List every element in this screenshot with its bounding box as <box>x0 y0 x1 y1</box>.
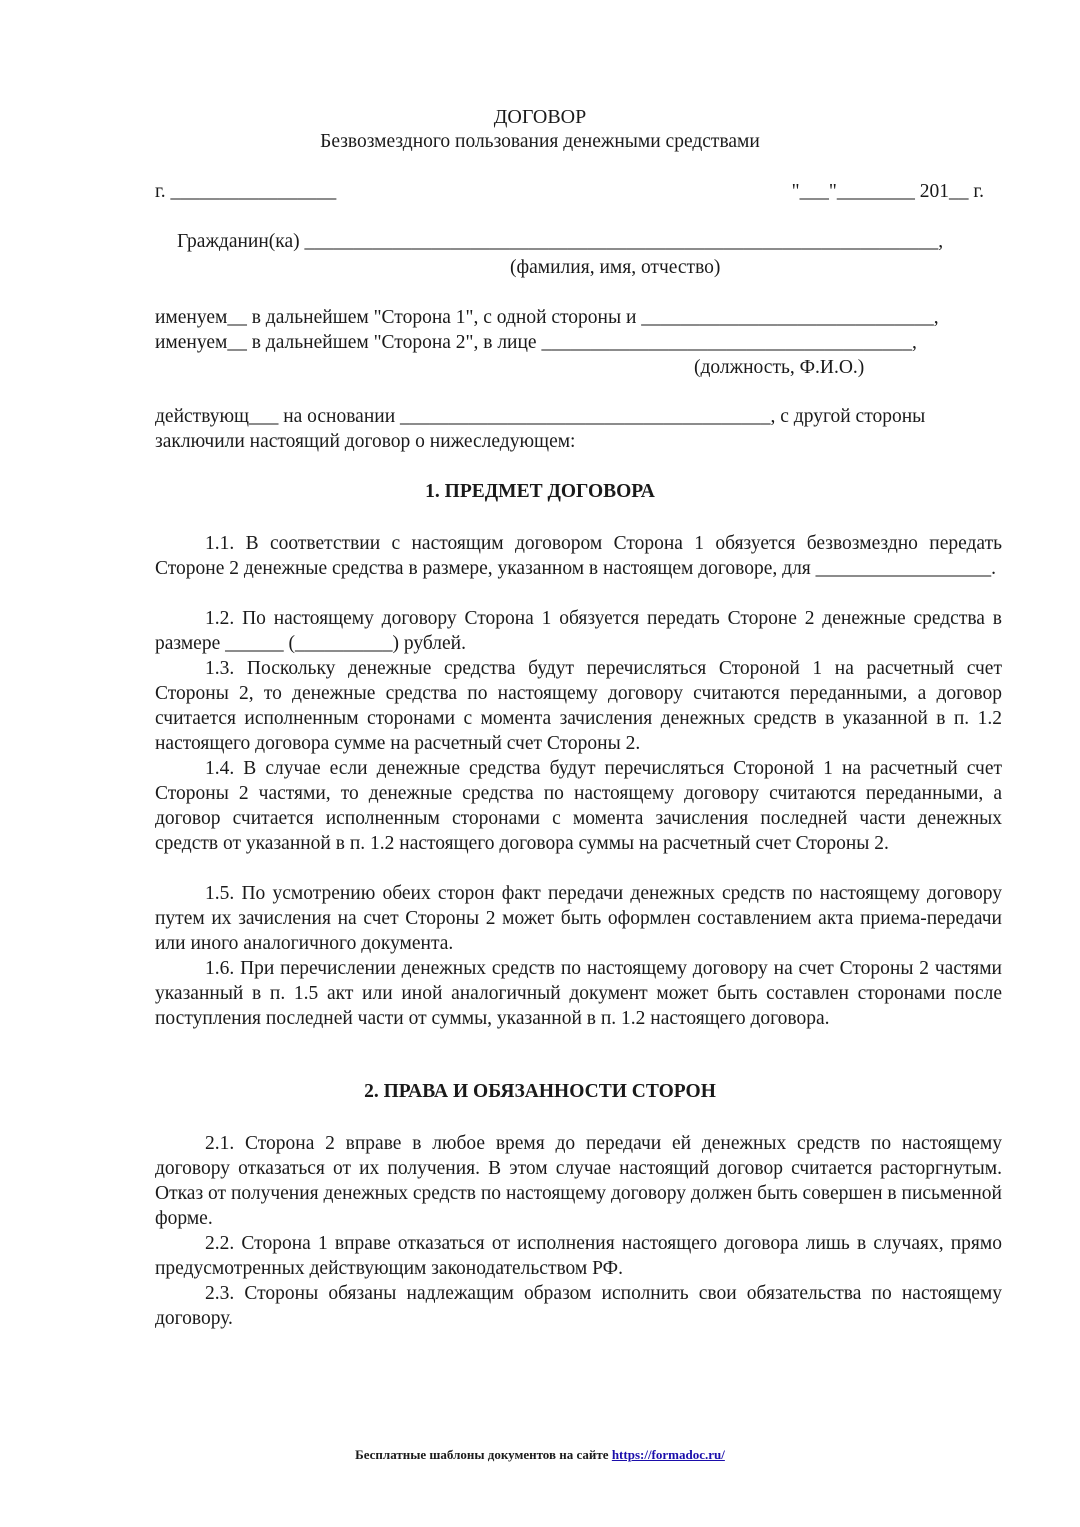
party2-caption: (должность, Ф.И.О.) <box>694 357 865 378</box>
place-line: г. _________________ <box>155 181 337 202</box>
section2-paragraph-3: 2.3. Стороны обязаны надлежащим образом исполнить свои обязательства по настоящему договору. <box>155 1283 1002 1329</box>
date-line: "___"________ 201__ г. <box>791 181 984 202</box>
section1-paragraph-3: 1.3. Поскольку денежные средства будут перечисляться Стороной 1 на расчетный счет Стороны 2, то денежные средства по настоящему договору считаются переданными, а договор считается исполненным сторонами с момента зачисления денежных средств в указанной в п. 1.2 настоящего договора сумме на расчетный счет Стороны 2. <box>155 658 1002 754</box>
footer-text: Бесплатные шаблоны документов на сайте <box>355 1447 612 1462</box>
citizen-caption: (фамилия, имя, отчество) <box>510 257 721 278</box>
document-title: ДОГОВОР <box>493 106 587 128</box>
section1-paragraph-2: 1.2. По настоящему договору Сторона 1 обязуется передать Стороне 2 денежные средства в размере ______ (__________) рублей. <box>155 608 1002 654</box>
section1-heading: 1. ПРЕДМЕТ ДОГОВОРА <box>425 481 655 502</box>
section2-paragraph-2: 2.2. Сторона 1 вправе отказаться от исполнения настоящего договора лишь в случаях, прямо предусмотренных действующим законодательством РФ. <box>155 1233 1002 1279</box>
party1-line: именуем__ в дальнейшем "Сторона 1", с одной стороны и ______________________________, <box>155 307 939 328</box>
citizen-line: Гражданин(ка) _________________________________________________________________, <box>177 231 944 252</box>
section2-paragraph-1: 2.1. Сторона 2 вправе в любое время до передачи ей денежных средств по настоящему договору отказаться от их получения. В этом случае настоящий договор считается расторгнутым. Отказ от получения денежных средств по настоящему договору должен быть совершен в письменной форме. <box>155 1133 1002 1229</box>
concluded-line: заключили настоящий договор о нижеследующем: <box>155 431 576 452</box>
section1-paragraph-5: 1.5. По усмотрению обеих сторон факт передачи денежных средств по настоящему договору путем их зачисления на счет Стороны 2 может быть оформлен составлением акта приема-передачи или иного аналогичного документа. <box>155 883 1002 954</box>
party2-line: именуем__ в дальнейшем "Сторона 2", в лице ______________________________________, <box>155 332 917 353</box>
footer-link[interactable]: https://formadoc.ru/ <box>611 1447 725 1462</box>
section1-paragraph-1: 1.1. В соответствии с настоящим договором Сторона 1 обязуется безвозмездно передать Стороне 2 денежные средства в размере, указанном в настоящем договоре, для __________________. <box>155 533 1002 579</box>
section1-paragraph-4: 1.4. В случае если денежные средства будут перечисляться Стороной 1 на расчетный счет Стороны 2 частями, то денежные средства по настоящему договору считаются переданными, а договор считается исполненным сторонами с момента зачисления последней части денежных средств от указанной в п. 1.2 настоящего договора суммы на расчетный счет Стороны 2. <box>155 758 1002 854</box>
section1-paragraph-6: 1.6. При перечислении денежных средств по настоящему договору на счет Стороны 2 частями указанный в п. 1.5 акт или иной аналогичный документ может быть составлен сторонами после поступления последней части от суммы, указанной в п. 1.2 настоящего договора. <box>155 958 1002 1029</box>
document-subtitle: Безвозмездного пользования денежными средствами <box>320 131 760 152</box>
section2-heading: 2. ПРАВА И ОБЯЗАННОСТИ СТОРОН <box>364 1081 716 1102</box>
basis-line: действующ___ на основании ______________________________________, с другой стороны <box>155 406 926 427</box>
footer <box>0 1447 1080 1463</box>
